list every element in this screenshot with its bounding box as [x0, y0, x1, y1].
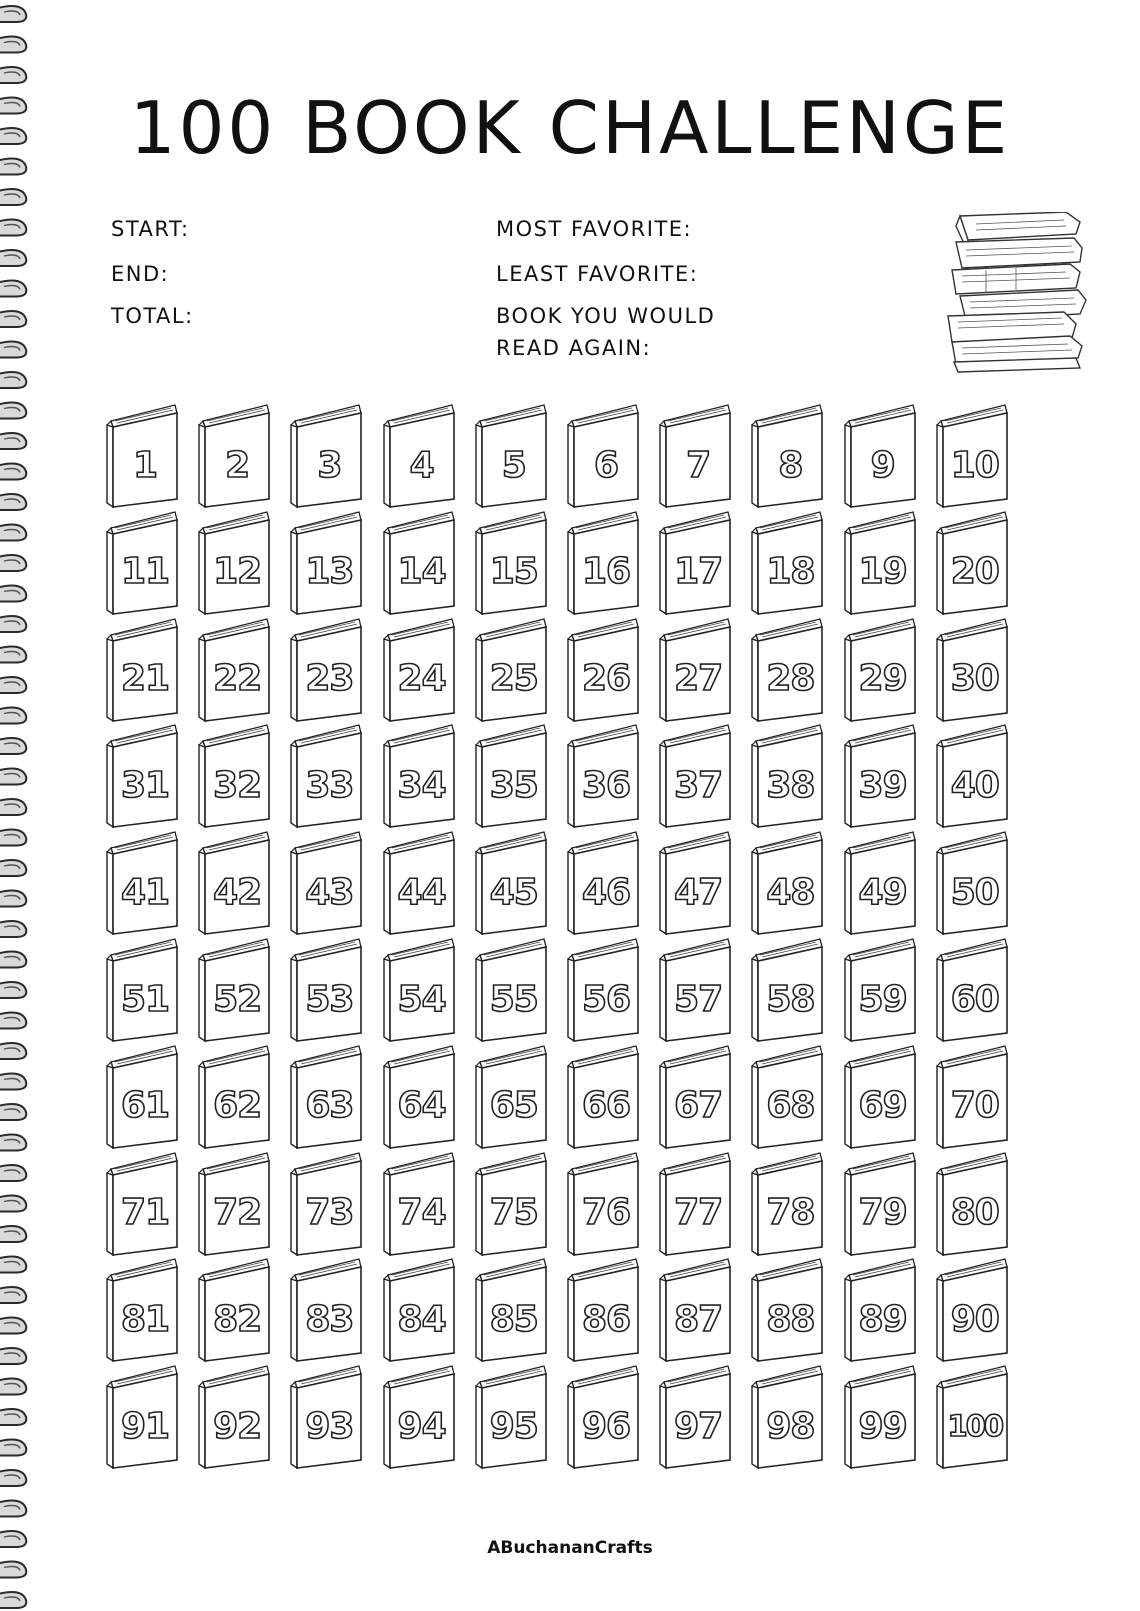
book-cell: [935, 510, 1013, 620]
book-cell: [935, 617, 1013, 727]
book-number: 5: [501, 444, 526, 486]
book-cell: [843, 723, 921, 833]
book-number: 31: [120, 764, 170, 806]
book-number: 80: [950, 1192, 999, 1234]
book-number: 49: [858, 871, 907, 913]
book-number: 75: [489, 1192, 538, 1234]
book-number: 38: [766, 764, 815, 806]
most-favorite-label: MOST FAVORITE:: [496, 217, 693, 241]
spiral-ring: [0, 982, 26, 998]
book-cell: [750, 617, 828, 727]
book-number: 1: [132, 444, 158, 486]
spiral-ring: [0, 921, 26, 937]
book-cell: [105, 937, 183, 1047]
book-cell: [289, 1364, 367, 1474]
book-number: 47: [674, 871, 723, 913]
book-number: 27: [674, 658, 723, 700]
book-cell: [843, 937, 921, 1047]
book-cell: [566, 403, 644, 513]
spiral-binding-icon: [0, 0, 40, 1611]
book-cell: [474, 617, 552, 727]
book-cell: [843, 1044, 921, 1154]
book-cell: [750, 403, 828, 513]
book-cell: [105, 1257, 183, 1367]
book-number: 56: [581, 978, 631, 1020]
spiral-ring: [0, 708, 26, 724]
spiral-ring: [0, 311, 26, 327]
spiral-ring: [0, 1135, 26, 1151]
book-number: 76: [581, 1192, 631, 1234]
book-cell: [105, 1044, 183, 1154]
book-number: 85: [489, 1298, 538, 1340]
book-cell: [750, 1151, 828, 1261]
book-cell: [750, 830, 828, 940]
book-number: 51: [120, 978, 170, 1020]
spiral-ring: [0, 1043, 26, 1059]
book-cell: [750, 510, 828, 620]
book-cell: [382, 937, 460, 1047]
book-cell: [382, 1151, 460, 1261]
book-cell: [566, 723, 644, 833]
book-cell: [658, 617, 736, 727]
book-cell: [474, 723, 552, 833]
book-number: 73: [305, 1192, 354, 1234]
book-number: 12: [213, 551, 262, 593]
spiral-ring: [0, 586, 26, 602]
book-cell: [289, 617, 367, 727]
book-number: 57: [674, 978, 723, 1020]
book-number: 72: [213, 1192, 262, 1234]
book-cell: [658, 723, 736, 833]
book-cell: [935, 1044, 1013, 1154]
spiral-ring: [0, 433, 26, 449]
start-label: START:: [111, 217, 190, 241]
book-cell: [382, 403, 460, 513]
book-number: 97: [674, 1405, 723, 1447]
spiral-ring: [0, 1379, 26, 1395]
book-number: 7: [686, 444, 711, 486]
book-number: 40: [950, 764, 999, 806]
spiral-ring: [0, 891, 26, 907]
book-cell: [474, 1257, 552, 1367]
book-grid: [105, 403, 1045, 1513]
book-number: 95: [489, 1405, 538, 1447]
book-cell: [474, 1364, 552, 1474]
book-number: 92: [213, 1405, 262, 1447]
spiral-ring: [0, 281, 26, 297]
book-number: 84: [397, 1298, 446, 1340]
book-cell: [843, 830, 921, 940]
spiral-ring: [0, 1501, 26, 1517]
book-cell: [935, 1151, 1013, 1261]
book-number: 37: [674, 764, 723, 806]
spiral-ring: [0, 220, 26, 236]
spiral-ring: [0, 1287, 26, 1303]
book-cell: [382, 1044, 460, 1154]
book-number: 62: [213, 1085, 262, 1127]
book-cell: [935, 1257, 1013, 1367]
book-number: 36: [581, 764, 631, 806]
book-number: 65: [489, 1085, 538, 1127]
book-cell: [843, 1364, 921, 1474]
book-cell: [474, 1044, 552, 1154]
book-cell: [474, 830, 552, 940]
book-cell: [843, 403, 921, 513]
spiral-ring: [0, 37, 26, 53]
book-stack-icon: [946, 212, 1094, 374]
book-number: 42: [213, 871, 262, 913]
book-number: 100: [947, 1409, 1003, 1444]
book-cell: [843, 1257, 921, 1367]
book-cell: [197, 723, 275, 833]
book-cell: [935, 830, 1013, 940]
book-number: 15: [489, 551, 538, 593]
least-favorite-label: LEAST FAVORITE:: [496, 262, 699, 286]
book-cell: [658, 1364, 736, 1474]
book-number: 14: [397, 551, 446, 593]
spiral-ring: [0, 1074, 26, 1090]
book-cell: [935, 403, 1013, 513]
page-title: 100 BOOK CHALLENGE: [129, 86, 1011, 170]
book-cell: [750, 1257, 828, 1367]
spiral-ring: [0, 494, 26, 510]
book-cell: [566, 510, 644, 620]
book-number: 60: [950, 978, 999, 1020]
book-number: 63: [305, 1085, 354, 1127]
book-number: 83: [305, 1298, 354, 1340]
book-cell: [566, 937, 644, 1047]
book-cell: [382, 617, 460, 727]
spiral-ring: [0, 342, 26, 358]
book-number: 44: [397, 871, 446, 913]
book-number: 55: [489, 978, 538, 1020]
spiral-ring: [0, 677, 26, 693]
book-cell: [289, 830, 367, 940]
book-cell: [566, 1044, 644, 1154]
book-number: 58: [766, 978, 815, 1020]
book-cell: [197, 1151, 275, 1261]
book-number: 22: [213, 658, 262, 700]
book-cell: [197, 617, 275, 727]
book-cell: [105, 510, 183, 620]
book-cell: [289, 1257, 367, 1367]
book-number: 18: [766, 551, 815, 593]
spiral-ring: [0, 1470, 26, 1486]
book-cell: [474, 937, 552, 1047]
book-cell: [658, 1044, 736, 1154]
book-number: 64: [397, 1085, 446, 1127]
book-number: 74: [397, 1192, 446, 1234]
book-number: 33: [305, 764, 354, 806]
book-number: 69: [858, 1085, 907, 1127]
spiral-ring: [0, 647, 26, 663]
book-number: 9: [870, 444, 895, 486]
book-number: 11: [120, 551, 170, 593]
spiral-ring: [0, 1257, 26, 1273]
book-cell: [382, 510, 460, 620]
book-cell: [566, 1257, 644, 1367]
book-number: 87: [674, 1298, 723, 1340]
book-number: 21: [120, 658, 170, 700]
book-number: 20: [950, 551, 999, 593]
book-number: 8: [778, 444, 803, 486]
book-number: 45: [489, 871, 538, 913]
book-cell: [289, 937, 367, 1047]
book-number: 71: [120, 1192, 170, 1234]
book-number: 24: [397, 658, 446, 700]
spiral-ring: [0, 372, 26, 388]
total-label: TOTAL:: [111, 304, 194, 328]
spiral-ring: [0, 1196, 26, 1212]
spiral-ring: [0, 525, 26, 541]
spiral-ring: [0, 555, 26, 571]
spiral-ring: [0, 1104, 26, 1120]
book-cell: [935, 1364, 1013, 1474]
book-cell: [382, 1257, 460, 1367]
book-number: 59: [858, 978, 907, 1020]
book-number: 82: [213, 1298, 262, 1340]
spiral-ring: [0, 860, 26, 876]
book-number: 53: [305, 978, 354, 1020]
book-number: 28: [766, 658, 815, 700]
book-number: 19: [858, 551, 907, 593]
book-number: 29: [858, 658, 907, 700]
book-number: 61: [120, 1085, 170, 1127]
spiral-ring: [0, 1440, 26, 1456]
spiral-ring: [0, 1013, 26, 1029]
book-cell: [658, 1151, 736, 1261]
book-cell: [566, 1364, 644, 1474]
read-again-label-line1: BOOK YOU WOULD: [496, 304, 716, 328]
book-cell: [382, 830, 460, 940]
book-number: 32: [213, 764, 262, 806]
spiral-ring: [0, 1409, 26, 1425]
book-cell: [474, 510, 552, 620]
book-cell: [935, 723, 1013, 833]
book-number: 13: [305, 551, 354, 593]
book-cell: [105, 617, 183, 727]
book-number: 91: [120, 1405, 170, 1447]
book-cell: [197, 1044, 275, 1154]
book-number: 88: [766, 1298, 815, 1340]
book-number: 86: [581, 1298, 631, 1340]
book-number: 35: [489, 764, 538, 806]
book-number: 93: [305, 1405, 354, 1447]
book-number: 17: [674, 551, 723, 593]
book-number: 48: [766, 871, 815, 913]
book-cell: [843, 510, 921, 620]
book-number: 41: [120, 871, 170, 913]
read-again-label-line2: READ AGAIN:: [496, 336, 652, 360]
book-number: 78: [766, 1192, 815, 1234]
book-cell: [750, 1044, 828, 1154]
book-cell: [382, 723, 460, 833]
book-number: 96: [581, 1405, 631, 1447]
book-cell: [935, 937, 1013, 1047]
book-number: 66: [581, 1085, 631, 1127]
spiral-ring: [0, 1226, 26, 1242]
book-cell: [105, 1364, 183, 1474]
book-number: 39: [858, 764, 907, 806]
book-number: 67: [674, 1085, 723, 1127]
book-number: 4: [409, 444, 434, 486]
spiral-ring: [0, 769, 26, 785]
book-number: 99: [858, 1405, 907, 1447]
book-cell: [197, 830, 275, 940]
book-number: 3: [317, 444, 342, 486]
spiral-ring: [0, 738, 26, 754]
book-number: 54: [397, 978, 446, 1020]
book-number: 94: [397, 1405, 446, 1447]
end-label: END:: [111, 262, 170, 286]
spiral-ring: [0, 1562, 26, 1578]
book-cell: [289, 403, 367, 513]
book-cell: [289, 1044, 367, 1154]
book-cell: [289, 1151, 367, 1261]
book-number: 23: [305, 658, 354, 700]
book-number: 16: [581, 551, 631, 593]
book-cell: [289, 723, 367, 833]
spiral-ring: [0, 189, 26, 205]
book-cell: [197, 937, 275, 1047]
spiral-ring: [0, 1348, 26, 1364]
book-number: 43: [305, 871, 354, 913]
credit-text: ABuchananCrafts: [487, 1538, 653, 1558]
book-number: 98: [766, 1405, 815, 1447]
spiral-ring: [0, 464, 26, 480]
book-number: 46: [581, 871, 631, 913]
book-number: 34: [397, 764, 446, 806]
book-cell: [843, 617, 921, 727]
book-cell: [474, 403, 552, 513]
book-number: 26: [581, 658, 631, 700]
spiral-ring: [0, 1592, 26, 1608]
book-cell: [750, 937, 828, 1047]
book-cell: [658, 510, 736, 620]
book-cell: [566, 617, 644, 727]
book-number: 70: [950, 1085, 999, 1127]
book-cell: [566, 830, 644, 940]
book-number: 52: [213, 978, 262, 1020]
book-cell: [566, 1151, 644, 1261]
spiral-ring: [0, 6, 26, 22]
book-number: 2: [225, 444, 250, 486]
book-number: 30: [950, 658, 999, 700]
book-cell: [658, 937, 736, 1047]
book-cell: [105, 830, 183, 940]
book-cell: [750, 1364, 828, 1474]
book-number: 90: [950, 1298, 999, 1340]
spiral-ring: [0, 403, 26, 419]
book-cell: [197, 403, 275, 513]
spiral-ring: [0, 799, 26, 815]
spiral-ring: [0, 67, 26, 83]
spiral-ring: [0, 616, 26, 632]
book-cell: [105, 403, 183, 513]
book-number: 77: [674, 1192, 723, 1234]
book-number: 81: [120, 1298, 170, 1340]
book-cell: [658, 830, 736, 940]
book-number: 25: [489, 658, 538, 700]
book-number: 89: [858, 1298, 907, 1340]
book-number: 10: [950, 444, 999, 486]
book-cell: [474, 1151, 552, 1261]
book-number: 50: [950, 871, 999, 913]
book-number: 68: [766, 1085, 815, 1127]
book-number: 79: [858, 1192, 907, 1234]
spiral-ring: [0, 250, 26, 266]
book-cell: [658, 403, 736, 513]
book-cell: [105, 1151, 183, 1261]
book-cell: [197, 1364, 275, 1474]
spiral-ring: [0, 1165, 26, 1181]
book-cell: [105, 723, 183, 833]
spiral-ring: [0, 1318, 26, 1334]
book-cell: [382, 1364, 460, 1474]
book-cell: [197, 1257, 275, 1367]
spiral-ring: [0, 952, 26, 968]
book-cell: [658, 1257, 736, 1367]
book-cell: [750, 723, 828, 833]
book-cell: [843, 1151, 921, 1261]
book-cell: [289, 510, 367, 620]
book-cell: [197, 510, 275, 620]
book-number: 6: [593, 444, 619, 486]
spiral-ring: [0, 830, 26, 846]
